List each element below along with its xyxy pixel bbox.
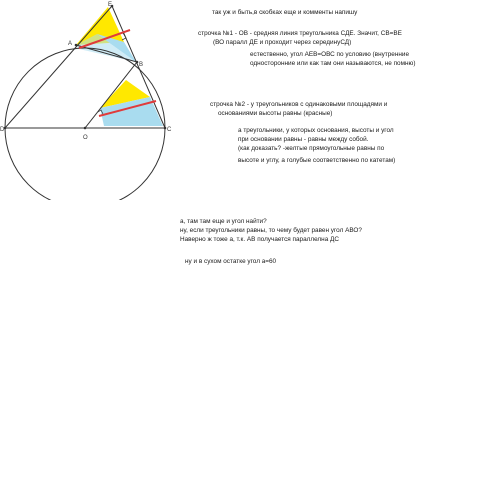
note-triangles: а треугольники, у которых основания, высоты и угол [238, 127, 394, 134]
point-O [84, 127, 87, 130]
label-D: D [0, 127, 5, 133]
note-line1: строчка №1 - ОВ - средняя линия треугольника СДЕ. Значит, СВ=ВЕ [198, 30, 402, 37]
geometry-figure [0, 0, 200, 200]
note-final: ну и в сухом остатке угол а=60 [185, 258, 277, 265]
note-line2: строчка №2 - у треугольников с одинаковыми площадями и [210, 101, 388, 108]
label-E: E [108, 2, 113, 8]
note-angle: естественно, угол АЕВ=ОВС по условию (внутренние [250, 51, 410, 58]
label-A: A [68, 41, 73, 47]
point-A [75, 44, 78, 47]
point-C [164, 127, 167, 130]
note-intro: так уж и быть,в скобках еще и комменты напишу [212, 9, 358, 16]
label-C: C [167, 127, 172, 133]
note-question: а, там там еще и угол найти? [180, 218, 267, 225]
label-O: O [83, 135, 88, 141]
note-line2-cont: основаниями высоты равны (красные) [218, 110, 333, 117]
note-answer: ну, если треугольники равны, то чему будет равен угол АВО? [180, 227, 362, 234]
label-B: B [139, 62, 144, 68]
note-answer-cont: Наверно ж тоже а, т.к. АВ получается параллелна ДС [180, 236, 339, 243]
note-proof: (как доказать? -желтые прямоугольные равны по [238, 145, 385, 152]
note-line1-comment: (ВО паралл ДЕ и проходит через серединуСД) [213, 39, 352, 46]
point-B [136, 61, 139, 64]
note-triangles-cont: при основании равны - равны между собой. [238, 136, 369, 143]
note-proof-cont: высоте и углу, а голубые соответственно по катетам) [238, 157, 396, 164]
note-angle-comment: односторонние или как там они называются, не помню) [250, 60, 416, 67]
segment-DE [5, 6, 112, 128]
